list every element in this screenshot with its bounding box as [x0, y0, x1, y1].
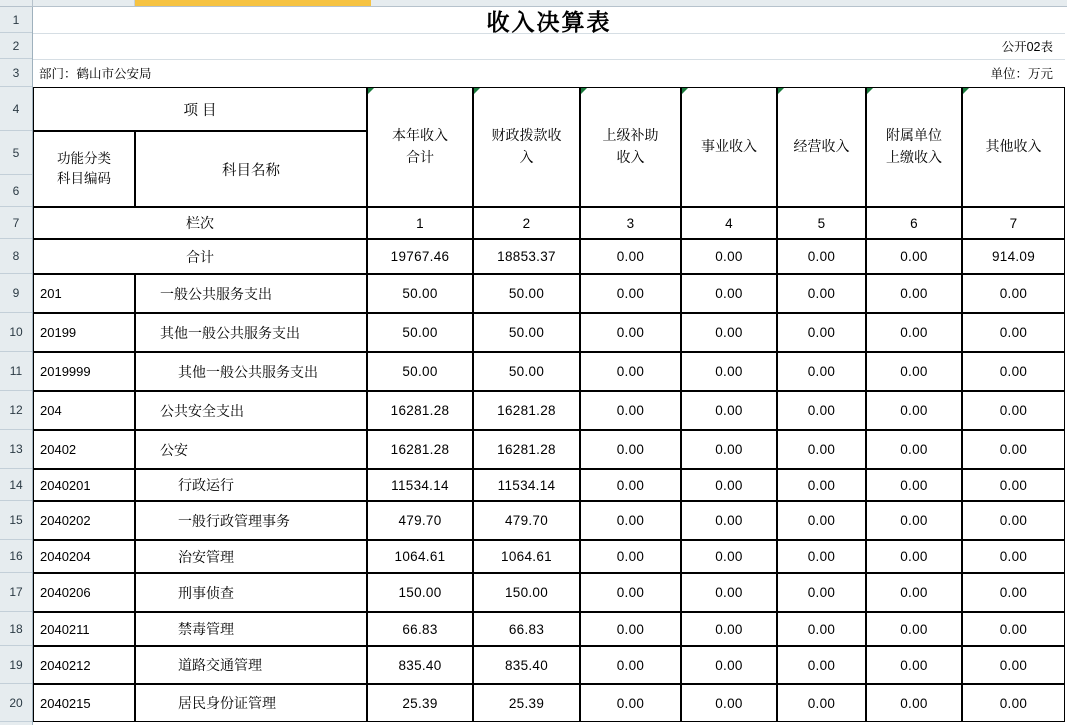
cell-value[interactable]: 0.00 [962, 274, 1065, 313]
cell-value[interactable]: 0.00 [580, 540, 681, 573]
cell-value[interactable]: 0.00 [962, 612, 1065, 646]
cell-value[interactable]: 0.00 [580, 313, 681, 352]
cell-value[interactable]: 0.00 [580, 239, 681, 274]
comment-marker-icon [581, 88, 587, 94]
cell-value[interactable]: 0.00 [866, 274, 962, 313]
cell-value[interactable]: 150.00 [367, 573, 473, 612]
cell-value[interactable]: 66.83 [473, 612, 580, 646]
cell-value[interactable]: 150.00 [473, 573, 580, 612]
cell-subject-name[interactable]: 治安管理 [135, 540, 367, 573]
cell-value[interactable]: 0.00 [962, 501, 1065, 540]
cell-value[interactable]: 0.00 [866, 684, 962, 722]
cell-value[interactable]: 16281.28 [473, 391, 580, 430]
row-header-14[interactable]: 14 [0, 469, 32, 501]
header-subject-name: 科目名称 [135, 131, 367, 207]
cell-value[interactable]: 0.00 [866, 573, 962, 612]
cell-value[interactable]: 0.00 [681, 391, 777, 430]
header-func-code: 功能分类 科目编码 [33, 131, 135, 207]
header-col-2: 财政拨款收 入 [473, 87, 580, 207]
row-header-15[interactable]: 15 [0, 501, 32, 540]
cell-value[interactable]: 50.00 [473, 274, 580, 313]
cell-subject-name[interactable]: 一般公共服务支出 [135, 274, 367, 313]
cell-value[interactable]: 0.00 [866, 391, 962, 430]
cell-value[interactable]: 0.00 [962, 391, 1065, 430]
cell-value[interactable]: 0.00 [681, 239, 777, 274]
page-title: 收入决算表 [486, 8, 612, 33]
cell-subject-name[interactable]: 居民身份证管理 [135, 684, 367, 722]
cell-value[interactable]: 0.00 [962, 352, 1065, 391]
row-total-label[interactable]: 合计 [33, 239, 367, 274]
header-column-index-1: 1 [367, 207, 473, 239]
cell-value[interactable]: 50.00 [473, 352, 580, 391]
cell-value[interactable]: 0.00 [681, 430, 777, 469]
cell-value[interactable]: 0.00 [962, 430, 1065, 469]
cell-func-code[interactable]: 2040202 [33, 501, 135, 540]
cell-value[interactable]: 479.70 [473, 501, 580, 540]
cell-value[interactable]: 0.00 [681, 469, 777, 501]
row-header-18[interactable]: 18 [0, 612, 32, 646]
cell-value[interactable]: 50.00 [473, 313, 580, 352]
public-form-label: 公开02表 [1001, 40, 1053, 54]
cell-value[interactable]: 16281.28 [473, 430, 580, 469]
cell-func-code[interactable]: 2040206 [33, 573, 135, 612]
column-header-a[interactable] [33, 0, 135, 6]
cell-value[interactable]: 0.00 [866, 501, 962, 540]
cell-value[interactable]: 0.00 [777, 430, 866, 469]
cell-value[interactable]: 835.40 [367, 646, 473, 684]
row-header-2[interactable]: 2 [0, 33, 32, 59]
header-col-3: 上级补助 收入 [580, 87, 681, 207]
cell-value[interactable]: 0.00 [866, 612, 962, 646]
header-column-index-4: 4 [681, 207, 777, 239]
cell-func-code[interactable]: 2040204 [33, 540, 135, 573]
cell-value[interactable]: 0.00 [580, 684, 681, 722]
cell-value[interactable]: 835.40 [473, 646, 580, 684]
cell-value[interactable]: 0.00 [681, 684, 777, 722]
cell-value[interactable]: 0.00 [777, 274, 866, 313]
row-header-17[interactable]: 17 [0, 573, 32, 612]
cell-func-code[interactable]: 2019999 [33, 352, 135, 391]
cell-value[interactable]: 0.00 [681, 612, 777, 646]
cell-value[interactable]: 0.00 [681, 501, 777, 540]
cell-subject-name[interactable]: 公安 [135, 430, 367, 469]
comment-marker-icon [963, 88, 969, 94]
cell-subject-name[interactable]: 禁毒管理 [135, 612, 367, 646]
corner-select-all[interactable] [0, 0, 33, 6]
cell-value[interactable]: 11534.14 [367, 469, 473, 501]
cell-value[interactable]: 11534.14 [473, 469, 580, 501]
cell-value[interactable]: 0.00 [580, 352, 681, 391]
comment-marker-icon [867, 88, 873, 94]
header-col-7: 其他收入 [962, 87, 1065, 207]
cell-value[interactable]: 0.00 [580, 573, 681, 612]
row-header-6[interactable]: 6 [0, 175, 32, 207]
cell-value[interactable]: 0.00 [962, 540, 1065, 573]
row-header-5[interactable]: 5 [0, 131, 32, 175]
cell-func-code[interactable]: 201 [33, 274, 135, 313]
cell-value[interactable]: 25.39 [473, 684, 580, 722]
cell-subject-name[interactable]: 道路交通管理 [135, 646, 367, 684]
row-header-11[interactable]: 11 [0, 352, 32, 391]
row-header-16[interactable]: 16 [0, 540, 32, 573]
header-item-group: 项 目 [33, 87, 367, 131]
header-column-index-2: 2 [473, 207, 580, 239]
cell-value[interactable]: 0.00 [962, 469, 1065, 501]
cell-value[interactable]: 0.00 [866, 352, 962, 391]
cell-value[interactable]: 0.00 [777, 501, 866, 540]
header-column-index-5: 5 [777, 207, 866, 239]
cell-value[interactable]: 0.00 [866, 430, 962, 469]
cell-value[interactable]: 16281.28 [367, 430, 473, 469]
cell-value[interactable]: 19767.46 [367, 239, 473, 274]
header-col-4: 事业收入 [681, 87, 777, 207]
row-header-19[interactable]: 19 [0, 646, 32, 684]
header-column-index-3: 3 [580, 207, 681, 239]
cell-value[interactable]: 0.00 [777, 540, 866, 573]
cell-value[interactable]: 0.00 [777, 391, 866, 430]
comment-marker-icon [682, 88, 688, 94]
cell-value[interactable]: 0.00 [777, 352, 866, 391]
cell-value[interactable]: 0.00 [681, 646, 777, 684]
cell-value[interactable]: 0.00 [681, 274, 777, 313]
header-col-1: 本年收入 合计 [367, 87, 473, 207]
header-col-5: 经营收入 [777, 87, 866, 207]
column-header-selected[interactable] [135, 0, 371, 6]
comment-marker-icon [368, 88, 374, 94]
cell-subject-name[interactable]: 其他一般公共服务支出 [135, 352, 367, 391]
cell-value[interactable]: 914.09 [962, 239, 1065, 274]
cell-value[interactable]: 50.00 [367, 313, 473, 352]
row-header-9[interactable]: 9 [0, 274, 32, 313]
row-header-gutter [0, 7, 33, 725]
cell-subject-name[interactable]: 其他一般公共服务支出 [135, 313, 367, 352]
cell-value[interactable]: 0.00 [866, 239, 962, 274]
cell-value[interactable]: 0.00 [962, 646, 1065, 684]
cell-value[interactable]: 0.00 [962, 313, 1065, 352]
department-label: 部门：鹤山市公安局 [39, 67, 152, 81]
row-header-7[interactable]: 7 [0, 207, 32, 239]
cell-value[interactable]: 0.00 [777, 313, 866, 352]
cell-value[interactable]: 0.00 [681, 352, 777, 391]
row-header-8[interactable]: 8 [0, 239, 32, 274]
row-header-13[interactable]: 13 [0, 430, 32, 469]
cell-value[interactable]: 0.00 [866, 540, 962, 573]
header-column-index-7: 7 [962, 207, 1065, 239]
row-header-20[interactable]: 20 [0, 684, 32, 722]
cell-value[interactable]: 0.00 [777, 573, 866, 612]
cell-value[interactable]: 0.00 [866, 469, 962, 501]
cell-value[interactable]: 0.00 [681, 573, 777, 612]
cell-value[interactable]: 50.00 [367, 352, 473, 391]
cell-value[interactable]: 66.83 [367, 612, 473, 646]
cell-func-code[interactable]: 20199 [33, 313, 135, 352]
cell-value[interactable]: 0.00 [962, 573, 1065, 612]
cell-func-code[interactable]: 2040211 [33, 612, 135, 646]
column-header-rest[interactable] [371, 0, 1066, 6]
cell-value[interactable]: 0.00 [866, 646, 962, 684]
cell-value[interactable]: 0.00 [580, 391, 681, 430]
row-header-12[interactable]: 12 [0, 391, 32, 430]
cell-value[interactable]: 0.00 [777, 469, 866, 501]
cell-value[interactable]: 1064.61 [473, 540, 580, 573]
cell-value[interactable]: 0.00 [580, 646, 681, 684]
cell-value[interactable]: 0.00 [580, 469, 681, 501]
cell-value[interactable]: 1064.61 [367, 540, 473, 573]
unit-label: 单位：万元 [990, 67, 1053, 81]
cell-value[interactable]: 479.70 [367, 501, 473, 540]
cell-func-code[interactable]: 2040212 [33, 646, 135, 684]
comment-marker-icon [474, 88, 480, 94]
cell-func-code[interactable]: 204 [33, 391, 135, 430]
cell-value[interactable]: 0.00 [777, 239, 866, 274]
cell-func-code[interactable]: 2040201 [33, 469, 135, 501]
header-col-6: 附属单位 上缴收入 [866, 87, 962, 207]
cell-value[interactable]: 18853.37 [473, 239, 580, 274]
cell-value[interactable]: 0.00 [681, 313, 777, 352]
row-header-10[interactable]: 10 [0, 313, 32, 352]
cell-subject-name[interactable]: 一般行政管理事务 [135, 501, 367, 540]
cell-value[interactable]: 0.00 [681, 540, 777, 573]
comment-marker-icon [778, 88, 784, 94]
column-header-strip [0, 0, 1067, 7]
cell-value[interactable]: 0.00 [777, 612, 866, 646]
cell-subject-name[interactable]: 公共安全支出 [135, 391, 367, 430]
grid-area [33, 7, 1067, 725]
cell-value[interactable]: 25.39 [367, 684, 473, 722]
header-column-index-6: 6 [866, 207, 962, 239]
row-header-4[interactable]: 4 [0, 87, 32, 131]
cell-value[interactable]: 0.00 [962, 684, 1065, 722]
cell-value[interactable]: 0.00 [777, 646, 866, 684]
cell-value[interactable]: 50.00 [367, 274, 473, 313]
cell-value[interactable]: 0.00 [866, 313, 962, 352]
cell-value[interactable]: 16281.28 [367, 391, 473, 430]
cell-subject-name[interactable]: 行政运行 [135, 469, 367, 501]
cell-value[interactable]: 0.00 [777, 684, 866, 722]
row-header-1[interactable]: 1 [0, 7, 32, 33]
cell-func-code[interactable]: 2040215 [33, 684, 135, 722]
cell-func-code[interactable]: 20402 [33, 430, 135, 469]
cell-subject-name[interactable]: 刑事侦查 [135, 573, 367, 612]
cell-value[interactable]: 0.00 [580, 430, 681, 469]
cell-value[interactable]: 0.00 [580, 274, 681, 313]
cell-value[interactable]: 0.00 [580, 501, 681, 540]
cell-value[interactable]: 0.00 [580, 612, 681, 646]
header-column-index-label: 栏次 [33, 207, 367, 239]
row-header-3[interactable]: 3 [0, 59, 32, 87]
